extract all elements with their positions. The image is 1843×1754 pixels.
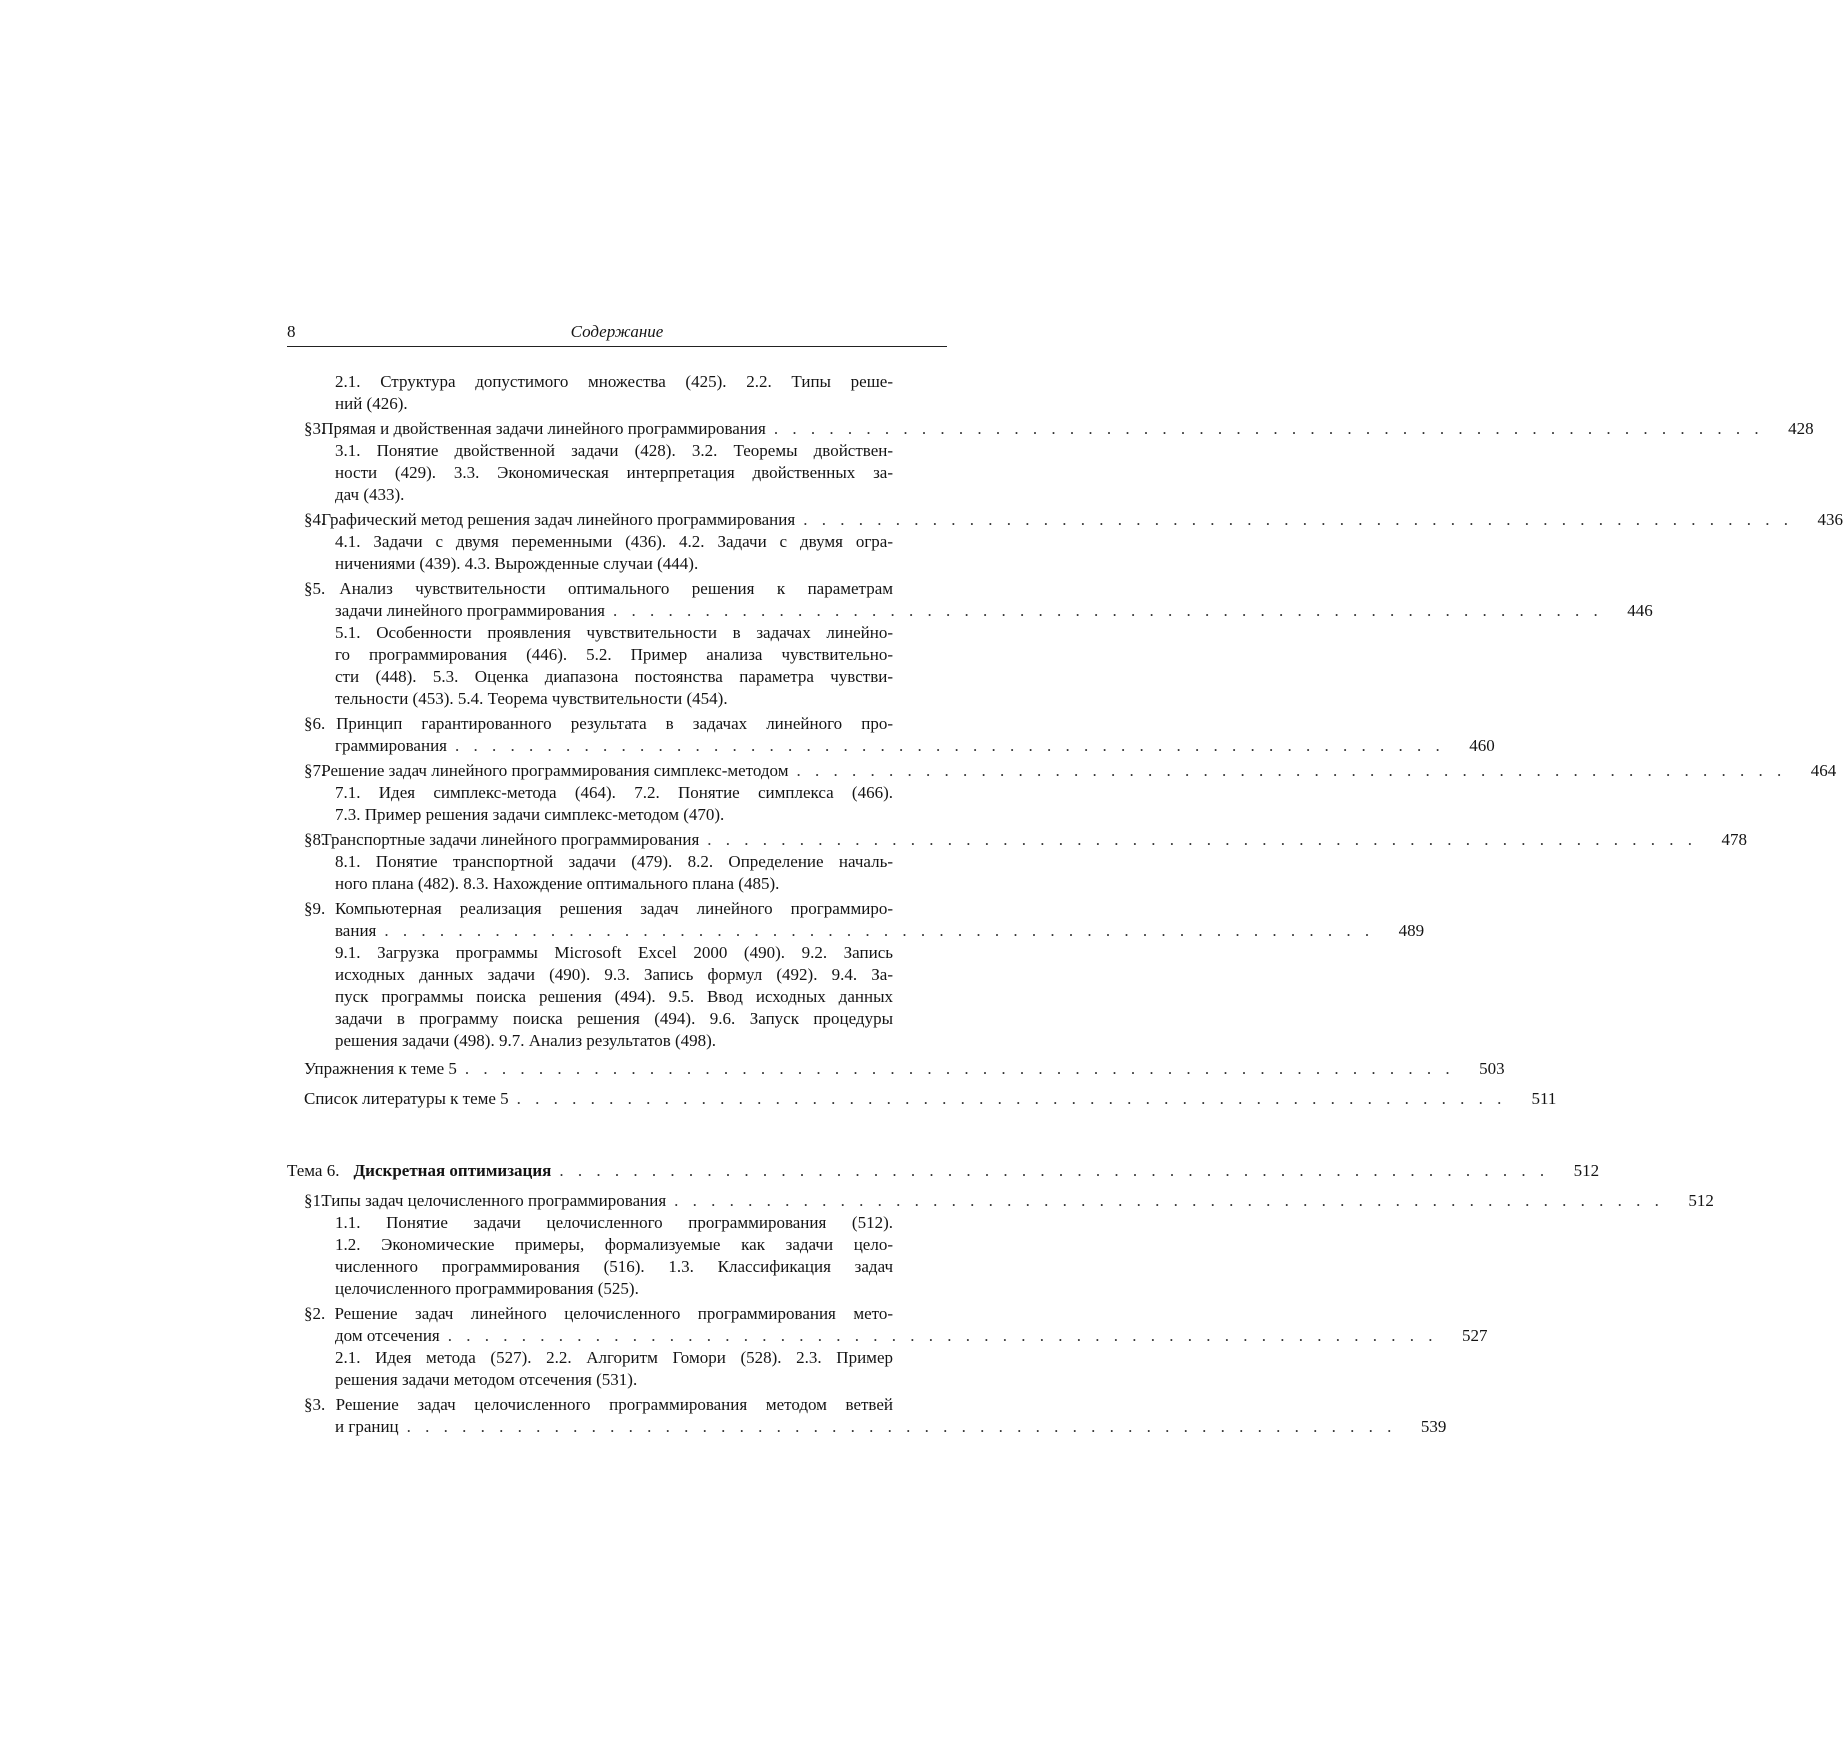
- toc-entry-references: [304, 1088, 1557, 1110]
- entry-title: Компьютерная реализация решения задач линейного программиро-: [335, 899, 894, 918]
- dot-leader: . . . . . . . . . . . . . . . . . . . . . . . . . . . . . . . . . . . . . . . . . . . . . . . . . . . . . .: [707, 830, 1698, 849]
- toc-sub-line: 5.1. Особенности проявления чувствительности в задачах линейно-: [335, 623, 893, 642]
- toc-sub-line: численного программирования (516). 1.3. Классификация задач: [335, 1257, 893, 1276]
- toc-entry-section-7: [304, 760, 1837, 782]
- toc-entry-section-9: [304, 898, 893, 920]
- page-ref: 478: [1721, 830, 1748, 849]
- page-header: [287, 322, 947, 348]
- toc-sub-line: 7.3. Пример решения задачи симплекс-методом (470).: [335, 805, 725, 824]
- dot-leader: . . . . . . . . . . . . . . . . . . . . . . . . . . . . . . . . . . . . . . . . . . . . . . . . . . . . . .: [464, 1059, 1455, 1078]
- entry-title-cont: граммирования: [335, 736, 447, 755]
- page-ref: 512: [1573, 1161, 1600, 1180]
- page-ref: 428: [1788, 419, 1814, 438]
- section-marker: §5.: [304, 579, 326, 598]
- toc-sub-line: целочисленного программирования (525).: [335, 1279, 639, 1298]
- page-ref: 539: [1420, 1417, 1447, 1436]
- page-ref: 460: [1469, 736, 1495, 755]
- toc-sub-line: 1.2. Экономические примеры, формализуемые как задачи цело-: [335, 1235, 893, 1254]
- dot-leader: . . . . . . . . . . . . . . . . . . . . . . . . . . . . . . . . . . . . . . . . . . . . . . . . . . . . . .: [559, 1161, 1550, 1180]
- toc-sub-line: дач (433).: [335, 485, 405, 504]
- toc-sub-line: ности (429). 3.3. Экономическая интерпретация двойственных за-: [335, 463, 893, 482]
- toc-sub-line: 9.1. Загрузка программы Microsoft Excel 2000 (490). 9.2. Запись: [335, 943, 893, 962]
- toc-sub-line: ний (426).: [335, 394, 408, 413]
- toc-sub-line: 4.1. Задачи с двумя переменными (436). 4.2. Задачи с двумя огра-: [335, 532, 893, 551]
- page-ref: 489: [1398, 921, 1425, 940]
- toc-entry-section-6: [304, 713, 893, 735]
- section-marker: §6.: [304, 714, 326, 733]
- entry-title-cont: и границ: [335, 1417, 399, 1436]
- toc-sub-line: 8.1. Понятие транспортной задачи (479). 8.2. Определение началь-: [335, 852, 893, 871]
- toc-chapter-tema-6: [287, 1160, 1600, 1182]
- toc-entry-section-2: [304, 1303, 893, 1325]
- section-marker: §4.: [304, 510, 326, 529]
- chapter-title: Дискретная оптимизация: [353, 1161, 552, 1180]
- toc-sub-line: исходных данных задачи (490). 9.3. Запись формул (492). 9.4. За-: [335, 965, 893, 984]
- toc-sub-line: 3.1. Понятие двойственной задачи (428). 3.2. Теоремы двойствен-: [335, 441, 893, 460]
- toc-sub-line: ного плана (482). 8.3. Нахождение оптимального плана (485).: [335, 874, 780, 893]
- section-marker: §3.: [304, 1395, 326, 1414]
- entry-title: Решение задач линейного программирования симплекс-методом: [321, 761, 789, 780]
- header-rule: [287, 346, 947, 347]
- entry-title: Упражнения к теме 5: [304, 1059, 457, 1078]
- toc-entry-continuation: [335, 600, 1653, 622]
- section-marker: §9.: [304, 899, 326, 918]
- entry-title: Типы задач целочисленного программирования: [321, 1191, 667, 1210]
- toc-entry-continuation: [335, 735, 1495, 757]
- page-ref: 512: [1688, 1191, 1714, 1210]
- toc-entry-continuation: [335, 920, 1425, 942]
- toc-entry-section-4: [304, 509, 1843, 531]
- toc-sub-line: пуск программы поиска решения (494). 9.5. Ввод исходных данных: [335, 987, 893, 1006]
- entry-title: Решение задач линейного целочисленного программирования мето-: [334, 1304, 893, 1323]
- toc-sub-line: го программирования (446). 5.2. Пример анализа чувствительно-: [335, 645, 893, 664]
- toc-sub-line: 1.1. Понятие задачи целочисленного программирования (512).: [335, 1213, 893, 1232]
- toc-sub-line: тельности (453). 5.4. Теорема чувствительности (454).: [335, 689, 728, 708]
- entry-title-cont: задачи линейного программирования: [335, 601, 605, 620]
- page-ref: 527: [1461, 1326, 1488, 1345]
- toc-sub-line: 7.1. Идея симплекс-метода (464). 7.2. Понятие симплекса (466).: [335, 783, 893, 802]
- page-number: 8: [287, 322, 296, 341]
- entry-title: Графический метод решения задач линейного программирования: [321, 510, 796, 529]
- toc-entry-exercises: [304, 1058, 1505, 1080]
- page-ref: 436: [1817, 510, 1843, 529]
- toc-entry-continuation: [335, 1325, 1488, 1347]
- toc-entry-section-8: [304, 829, 1748, 851]
- section-marker: §2.: [304, 1304, 326, 1323]
- entry-title: Решение задач целочисленного программирования методом ветвей: [335, 1395, 894, 1414]
- dot-leader: . . . . . . . . . . . . . . . . . . . . . . . . . . . . . . . . . . . . . . . . . . . . . . . . . . . . . .: [612, 601, 1603, 620]
- page-ref: 446: [1627, 601, 1653, 620]
- entry-title: Список литературы к теме 5: [304, 1089, 509, 1108]
- dot-leader: . . . . . . . . . . . . . . . . . . . . . . . . . . . . . . . . . . . . . . . . . . . . . . . . . . . . . .: [455, 736, 1445, 755]
- entry-title: Анализ чувствительности оптимального решения к параметрам: [339, 579, 893, 598]
- toc-entry-section-5: [304, 578, 893, 600]
- entry-title: Транспортные задачи линейного программирования: [321, 830, 700, 849]
- dot-leader: . . . . . . . . . . . . . . . . . . . . . . . . . . . . . . . . . . . . . . . . . . . . . . . . . . . . . .: [803, 510, 1793, 529]
- toc-entry-section-3: [304, 418, 1814, 440]
- entry-title: Прямая и двойственная задачи линейного программирования: [321, 419, 766, 438]
- section-marker: §3.: [304, 419, 326, 438]
- section-marker: §1.: [304, 1191, 326, 1210]
- toc-sub-line: ничениями (439). 4.3. Вырожденные случаи (444).: [335, 554, 699, 573]
- toc-sub-line: задачи в программу поиска решения (494). 9.6. Запуск процедуры: [335, 1009, 893, 1028]
- entry-title: Принцип гарантированного результата в задачах линейного про-: [336, 714, 893, 733]
- running-title: Содержание: [570, 322, 664, 341]
- toc-entry-section-1: [304, 1190, 1714, 1212]
- toc-sub-line: 2.1. Идея метода (527). 2.2. Алгоритм Гомори (528). 2.3. Пример: [335, 1348, 893, 1367]
- dot-leader: . . . . . . . . . . . . . . . . . . . . . . . . . . . . . . . . . . . . . . . . . . . . . . . . . . . . . .: [516, 1089, 1507, 1108]
- page-ref: 464: [1810, 761, 1837, 780]
- section-marker: §7.: [304, 761, 326, 780]
- dot-leader: . . . . . . . . . . . . . . . . . . . . . . . . . . . . . . . . . . . . . . . . . . . . . . . . . . . . . .: [406, 1417, 1397, 1436]
- entry-title-cont: дом отсечения: [335, 1326, 440, 1345]
- dot-leader: . . . . . . . . . . . . . . . . . . . . . . . . . . . . . . . . . . . . . . . . . . . . . . . . . . . . . .: [773, 419, 1764, 438]
- toc-sub-line: решения задачи (498). 9.7. Анализ результатов (498).: [335, 1031, 717, 1050]
- toc-sub-line: решения задачи методом отсечения (531).: [335, 1370, 638, 1389]
- toc-entry-section-3-tema6: [304, 1394, 893, 1416]
- chapter-label: Тема 6.: [287, 1161, 340, 1180]
- dot-leader: . . . . . . . . . . . . . . . . . . . . . . . . . . . . . . . . . . . . . . . . . . . . . . . . . . . . . .: [447, 1326, 1438, 1345]
- page-ref: 511: [1531, 1089, 1557, 1108]
- toc-entry-continuation: [335, 1416, 1447, 1438]
- toc-sub-line: 2.1. Структура допустимого множества (425). 2.2. Типы реше-: [335, 372, 893, 391]
- toc-sub-line: сти (448). 5.3. Оценка диапазона постоянства параметра чувстви-: [335, 667, 893, 686]
- entry-title-cont: вания: [335, 921, 377, 940]
- dot-leader: . . . . . . . . . . . . . . . . . . . . . . . . . . . . . . . . . . . . . . . . . . . . . . . . . . . . . .: [384, 921, 1375, 940]
- section-marker: §8.: [304, 830, 326, 849]
- dot-leader: . . . . . . . . . . . . . . . . . . . . . . . . . . . . . . . . . . . . . . . . . . . . . . . . . . . . . .: [674, 1191, 1664, 1210]
- page-ref: 503: [1479, 1059, 1505, 1078]
- dot-leader: . . . . . . . . . . . . . . . . . . . . . . . . . . . . . . . . . . . . . . . . . . . . . . . . . . . . . .: [796, 761, 1787, 780]
